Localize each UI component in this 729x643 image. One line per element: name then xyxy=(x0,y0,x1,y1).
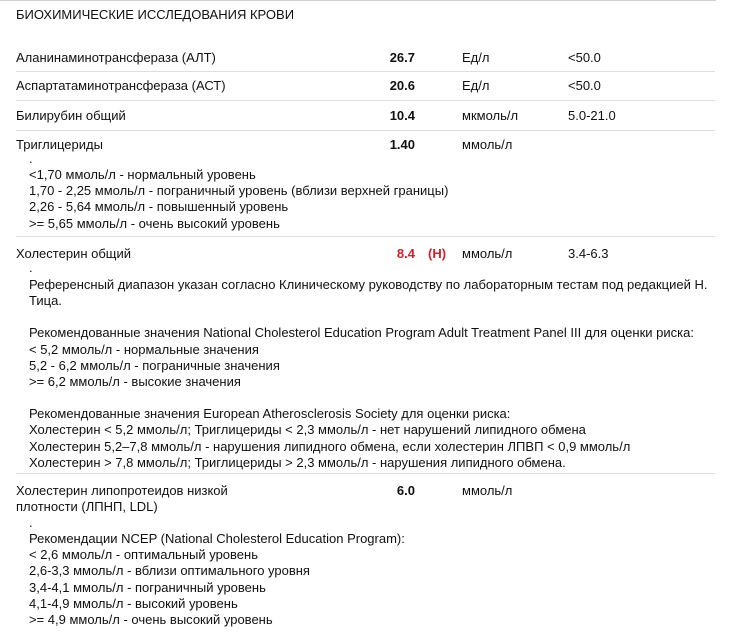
note-line: Рекомендованные значения European Atherosclerosis Society для оценки риска: xyxy=(29,406,511,422)
test-notes xyxy=(29,277,715,471)
test-value: 26.7 xyxy=(389,50,415,65)
test-name: Билирубин общий xyxy=(16,108,126,123)
note-line: Рекомендации NCEP (National Cholesterol Education Program): xyxy=(29,531,405,546)
test-notes xyxy=(29,167,709,232)
test-name: Холестерин общий xyxy=(16,246,132,261)
section-title: БИОХИМИЧЕСКИЕ ИССЛЕДОВАНИЯ КРОВИ xyxy=(16,7,295,22)
test-notes xyxy=(29,531,709,628)
note-line: Референсный диапазон указан согласно Клиническому руководству по лабораторным тестам под редакцией Н. Тица. xyxy=(29,277,708,309)
test-unit: ммоль/л xyxy=(462,137,513,152)
test-name: Аланинаминотрансфераза (АЛТ) xyxy=(16,50,216,65)
test-name: Холестерин липопротеидов низкой xyxy=(16,483,228,498)
top-divider xyxy=(0,0,716,3)
note-line: Холестерин 5,2–7,8 ммоль/л - нарушения липидного обмена, если холестерин ЛПВП < 0,9 ммоль/л xyxy=(29,438,631,454)
test-name: Аспартатаминотрансфераза (АСТ) xyxy=(16,78,226,93)
note-line: Холестерин > 7,8 ммоль/л; Триглицериды > 2,3 ммоль/л - нарушения липидного обмена. xyxy=(29,454,566,470)
note-line: <1,70 ммоль/л - нормальный уровень xyxy=(29,167,256,182)
test-value: 20.6 xyxy=(389,78,415,93)
test-value: 1.40 xyxy=(389,137,415,152)
test-unit: ммоль/л xyxy=(462,483,513,498)
note-line: Холестерин < 5,2 ммоль/л; Триглицериды < 2,3 ммоль/л - нет нарушений липидного обмена xyxy=(29,422,586,438)
test-value: 8.4 xyxy=(396,246,415,261)
note-line: Рекомендованные значения National Cholesterol Education Program Adult Treatment Panel III для оценки риска: xyxy=(29,325,694,341)
note-dot: . xyxy=(29,515,33,530)
test-name-continued: плотности (ЛПНП, LDL) xyxy=(16,499,158,514)
test-reference: 3.4-6.3 xyxy=(568,246,609,261)
note-line: 3,4-4,1 ммоль/л - пограничный уровень xyxy=(29,579,266,595)
note-dot: . xyxy=(29,260,33,275)
test-unit: ммоль/л xyxy=(462,246,513,261)
test-reference: <50.0 xyxy=(568,50,601,65)
note-line: 4,1-4,9 ммоль/л - высокий уровень xyxy=(29,595,238,611)
note-line: >= 5,65 ммоль/л - очень высокий уровень xyxy=(29,215,280,231)
test-reference: 5.0-21.0 xyxy=(568,108,616,123)
note-line: 2,26 - 5,64 ммоль/л - повышенный уровень xyxy=(29,199,289,215)
note-line: < 5,2 ммоль/л - нормальные значения xyxy=(29,341,259,357)
note-dot: . xyxy=(29,151,33,166)
test-unit: мкмоль/л xyxy=(462,108,519,123)
note-line: < 2,6 ммоль/л - оптимальный уровень xyxy=(29,547,258,563)
note-line: >= 4,9 ммоль/л - очень высокий уровень xyxy=(29,612,273,628)
high-flag: (H) xyxy=(428,246,447,261)
test-value: 10.4 xyxy=(389,108,415,123)
test-unit: Ед/л xyxy=(462,78,490,93)
note-line: >= 6,2 ммоль/л - высокие значения xyxy=(29,374,241,390)
note-line: 5,2 - 6,2 ммоль/л - пограничные значения xyxy=(29,357,280,373)
test-reference: <50.0 xyxy=(568,78,601,93)
test-unit: Ед/л xyxy=(462,50,490,65)
note-line: 2,6-3,3 ммоль/л - вблизи оптимального уровня xyxy=(29,563,310,579)
test-name: Триглицериды xyxy=(16,137,103,152)
note-line: 1,70 - 2,25 ммоль/л - пограничный уровень (вблизи верхней границы) xyxy=(29,183,449,199)
test-value: 6.0 xyxy=(396,483,415,498)
